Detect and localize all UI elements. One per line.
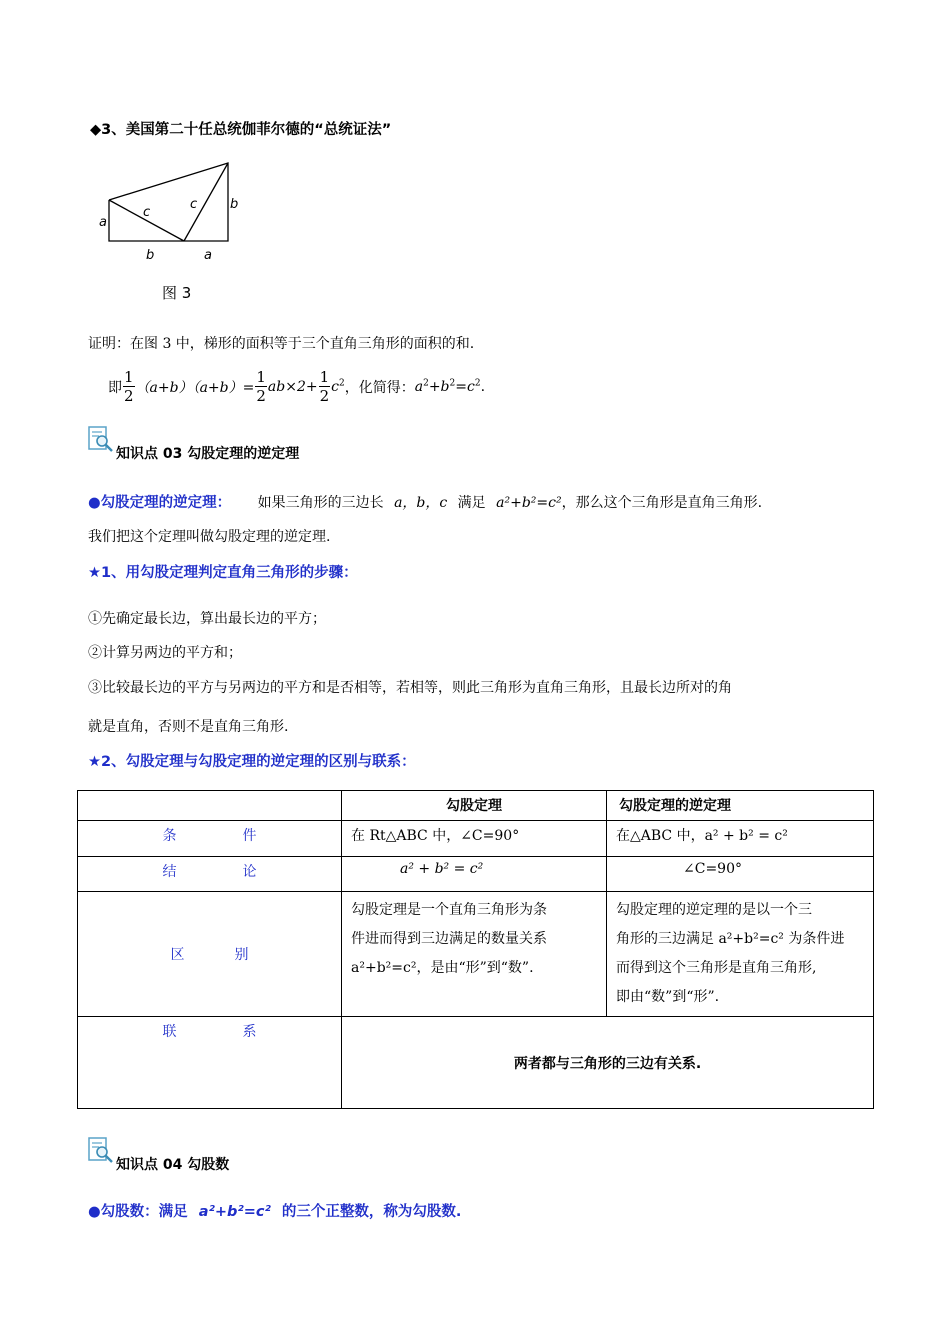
- table-row-difference: [78, 892, 874, 1017]
- fraction-half-1: $\frac{1}{2}$: [124, 368, 134, 405]
- magnifier-book-icon: [88, 426, 114, 452]
- relation-merged: 两者都与三角形的三边有关系.: [342, 1017, 874, 1109]
- section-3-title: ◆3、美国第二十任总统伽菲尔德的“总统证法”: [90, 122, 392, 138]
- row-label-difference: 区 别: [78, 892, 342, 1017]
- conclusion-converse: ∠C=90°: [607, 857, 874, 892]
- kp03-def-label: ●勾股定理的逆定理：: [88, 495, 232, 511]
- difference-converse: 勾股定理的逆定理的是以一个三 角形的三边满足 a²+b²=c² 为条件进 而得到这个三角形是直角三角形, 即由“数”到“形”.: [607, 892, 874, 1017]
- proof-formula: [108, 368, 485, 405]
- header-empty: [78, 791, 342, 821]
- star2-heading: ★2、勾股定理与勾股定理的逆定理的区别与联系：: [88, 754, 416, 770]
- formula-c2: $c^2$: [331, 377, 345, 395]
- trapezoid-figure: [92, 158, 252, 268]
- step-3: ③比较最长边的平方与另两边的平方和是否相等，若相等，则此三角形为直角三角形，且最长边所对的角: [88, 680, 732, 696]
- kp03-definition: ●勾股定理的逆定理： 如果三角形的三边长 a，b，c 满足 a²+b²=c²，那么这个三角形是直角三角形.: [88, 495, 763, 511]
- table-header-row: [78, 791, 874, 821]
- star1-heading: ★1、用勾股定理判定直角三角形的步骤：: [88, 565, 358, 581]
- table-row-condition: [78, 821, 874, 857]
- proof-intro: 证明：在图 3 中，梯形的面积等于三个直角三角形的面积的和.: [88, 336, 475, 352]
- condition-pythagorean: 在 Rt△ABC 中，∠C=90°: [342, 821, 607, 857]
- step-3-cont: 就是直角，否则不是直角三角形.: [88, 719, 289, 735]
- magnifier-book-icon: [88, 1137, 114, 1163]
- fraction-half-3: $\frac{1}{2}$: [319, 368, 330, 405]
- formula-result: $a^2+b^2=c^2$.: [414, 377, 486, 395]
- step-1: ①先确定最长边，算出最长边的平方；: [88, 611, 326, 627]
- condition-converse: 在△ABC 中，a² + b² = c²: [607, 821, 874, 857]
- kp04-title: 知识点 04 勾股数: [116, 1157, 230, 1173]
- table-row-relation: [78, 1017, 874, 1109]
- formula-simplify: ，化简得：: [344, 379, 415, 396]
- row-label-relation: 联 系: [78, 1017, 342, 1109]
- header-converse: 勾股定理的逆定理: [607, 791, 874, 821]
- formula-prefix: 即: [108, 379, 122, 396]
- label-a-bottom: a: [204, 248, 212, 263]
- difference-pythagorean: 勾股定理是一个直角三角形为条 件进而得到三边满足的数量关系 a²+b²=c²，是由“形”到“数”.: [342, 892, 607, 1017]
- label-b-bottom: b: [146, 248, 155, 263]
- comparison-table: [77, 790, 874, 1109]
- label-c1: c: [143, 205, 151, 220]
- fraction-half-2: $\frac{1}{2}$: [256, 368, 266, 405]
- trapezoid-outline: [109, 163, 228, 241]
- step-2: ②计算另两边的平方和；: [88, 645, 242, 661]
- formula-part2: ab×2+: [267, 378, 318, 395]
- label-a-left: a: [99, 215, 107, 230]
- conclusion-pythagorean: a² + b² = c²: [342, 857, 607, 892]
- label-c2: c: [190, 197, 198, 212]
- row-label-condition: 条 件: [78, 821, 342, 857]
- figure-caption: 图 3: [162, 284, 192, 302]
- kp04-definition: ●勾股数：满足 a²+b²=c² 的三个正整数，称为勾股数.: [88, 1204, 462, 1220]
- header-pythagorean: 勾股定理: [342, 791, 607, 821]
- row-label-conclusion: 结 论: [78, 857, 342, 892]
- table-row-conclusion: [78, 857, 874, 892]
- formula-part1: （a+b）（a+b）=: [135, 379, 255, 396]
- kp03-title: 知识点 03 勾股定理的逆定理: [116, 446, 300, 462]
- kp03-definition-line2: 我们把这个定理叫做勾股定理的逆定理.: [88, 529, 331, 545]
- label-b-right: b: [230, 197, 239, 212]
